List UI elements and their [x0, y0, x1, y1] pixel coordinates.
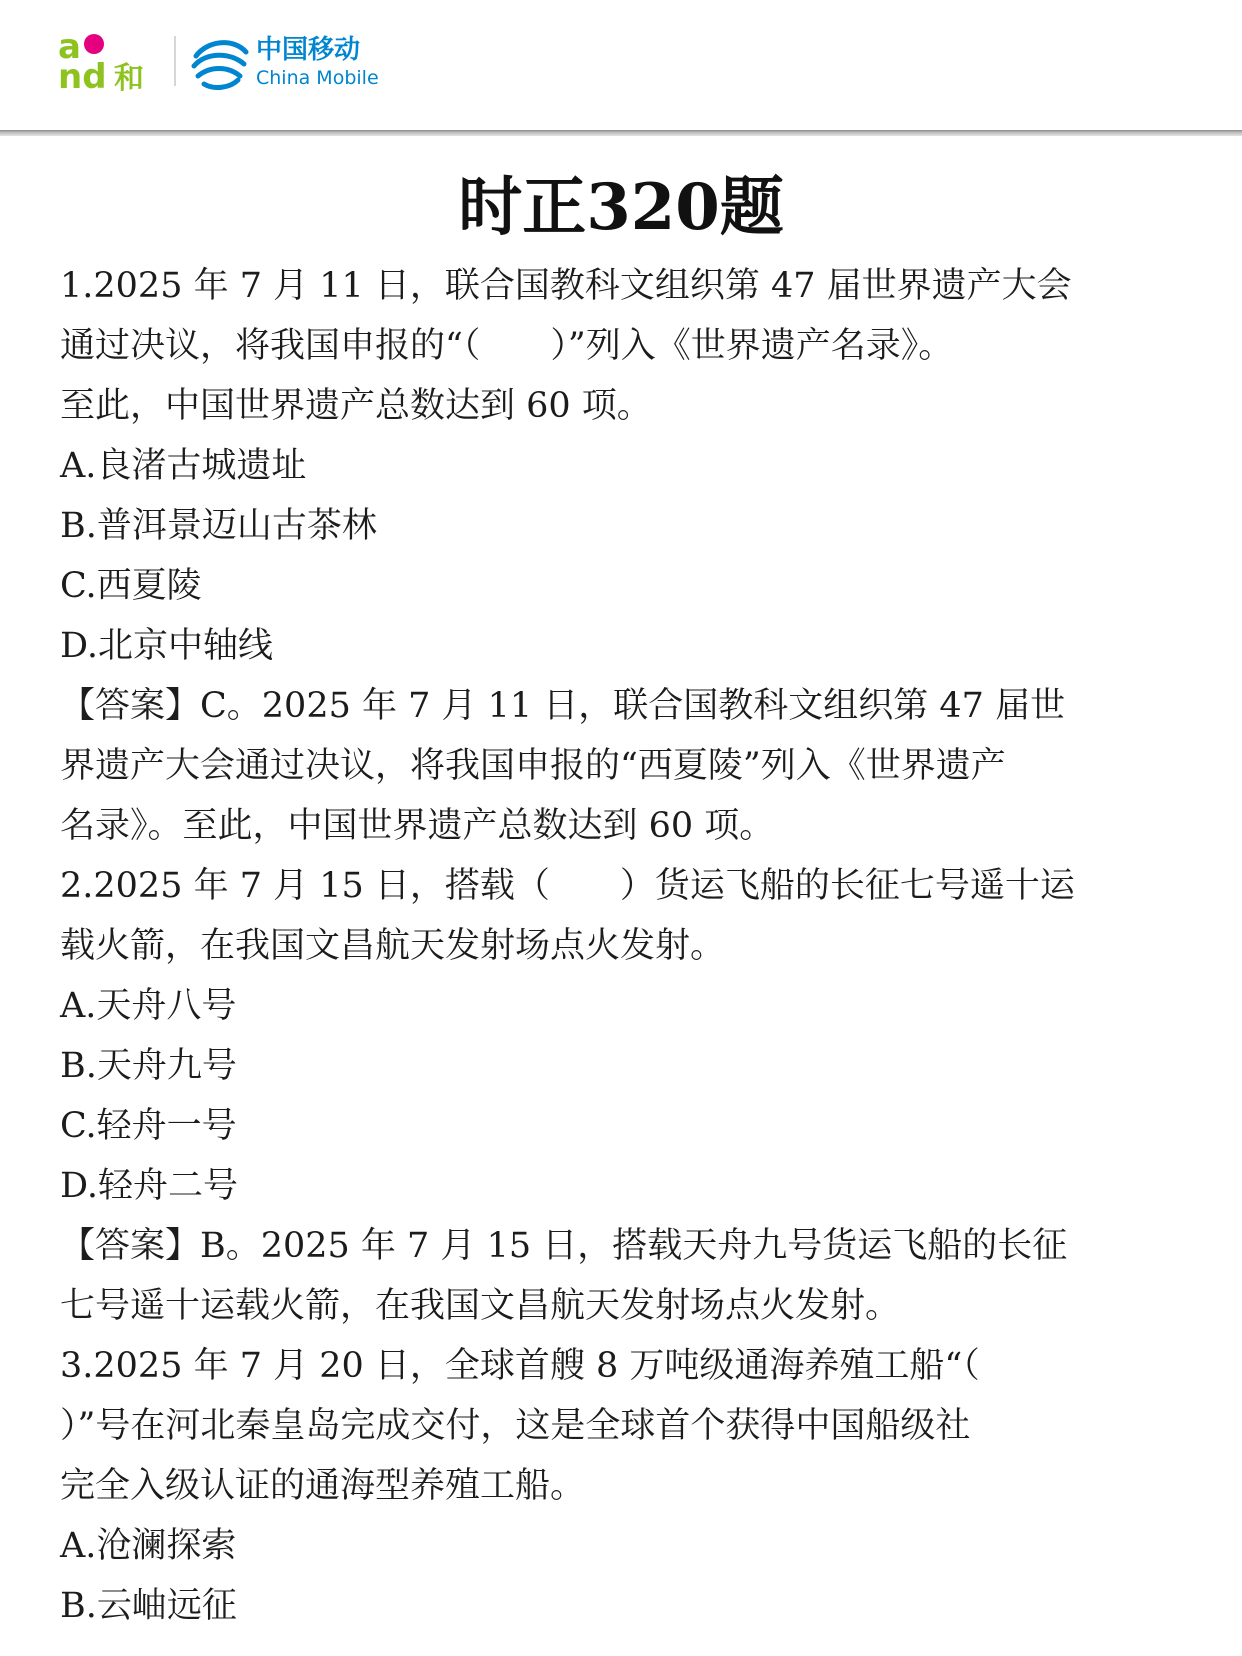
logo-separator — [174, 36, 176, 86]
text-line: 3.2025 年 7 月 20 日，全球首艘 8 万吨级通海养殖工船“（ — [60, 1346, 980, 1386]
option-line: B.普洱景迈山古茶林 — [60, 506, 377, 546]
app-header — [0, 0, 1242, 132]
and-logo — [58, 26, 158, 96]
text-line: ）”号在河北秦皇岛完成交付，这是全球首个获得中国船级社 — [60, 1406, 971, 1446]
and-logo-top: a — [58, 27, 81, 67]
text-line: 完全入级认证的通海型养殖工船。 — [60, 1466, 586, 1506]
option-line: B.云岫远征 — [60, 1586, 237, 1626]
document-body — [60, 256, 1182, 1636]
option-line: D.北京中轴线 — [60, 626, 273, 666]
answer-line: 【答案】B。2025 年 7 月 15 日，搭载天舟九号货运飞船的长征 — [60, 1226, 1068, 1266]
option-line: A.沧澜探索 — [60, 1526, 237, 1566]
option-line: A.天舟八号 — [60, 986, 237, 1026]
page-title: 时正320题 — [458, 170, 784, 245]
answer-line: 名录》。至此，中国世界遗产总数达到 60 项。 — [60, 806, 775, 846]
china-mobile-logo — [190, 26, 410, 96]
option-line: C.西夏陵 — [60, 566, 202, 606]
text-line: 1.2025 年 7 月 11 日，联合国教科文组织第 47 届世界遗产大会 — [60, 266, 1072, 306]
answer-line: 【答案】C。2025 年 7 月 11 日，联合国教科文组织第 47 届世 — [60, 686, 1066, 726]
and-logo-char: 和 — [114, 61, 144, 96]
text-line: 载火箭，在我国文昌航天发射场点火发射。 — [60, 926, 726, 966]
header-divider — [0, 130, 1242, 136]
answer-line: 界遗产大会通过决议，将我国申报的“西夏陵”列入《世界遗产 — [60, 746, 1006, 786]
text-line: 至此，中国世界遗产总数达到 60 项。 — [60, 386, 652, 426]
option-line: A.良渚古城遗址 — [60, 446, 307, 486]
option-line: C.轻舟一号 — [60, 1106, 237, 1146]
answer-line: 七号遥十运载火箭，在我国文昌航天发射场点火发射。 — [60, 1286, 901, 1326]
text-line: 2.2025 年 7 月 15 日，搭载（ ）货运飞船的长征七号遥十运 — [60, 866, 1075, 906]
and-logo-bottom: nd — [58, 57, 107, 96]
and-logo-dot-icon — [84, 34, 104, 54]
china-mobile-swirl-icon — [194, 43, 246, 88]
china-mobile-cn: 中国移动 — [256, 35, 361, 65]
option-line: D.轻舟二号 — [60, 1166, 238, 1206]
china-mobile-en: China Mobile — [256, 67, 379, 89]
text-line: 通过决议，将我国申报的“（ ）”列入《世界遗产名录》。 — [60, 326, 954, 366]
option-line: B.天舟九号 — [60, 1046, 237, 1086]
